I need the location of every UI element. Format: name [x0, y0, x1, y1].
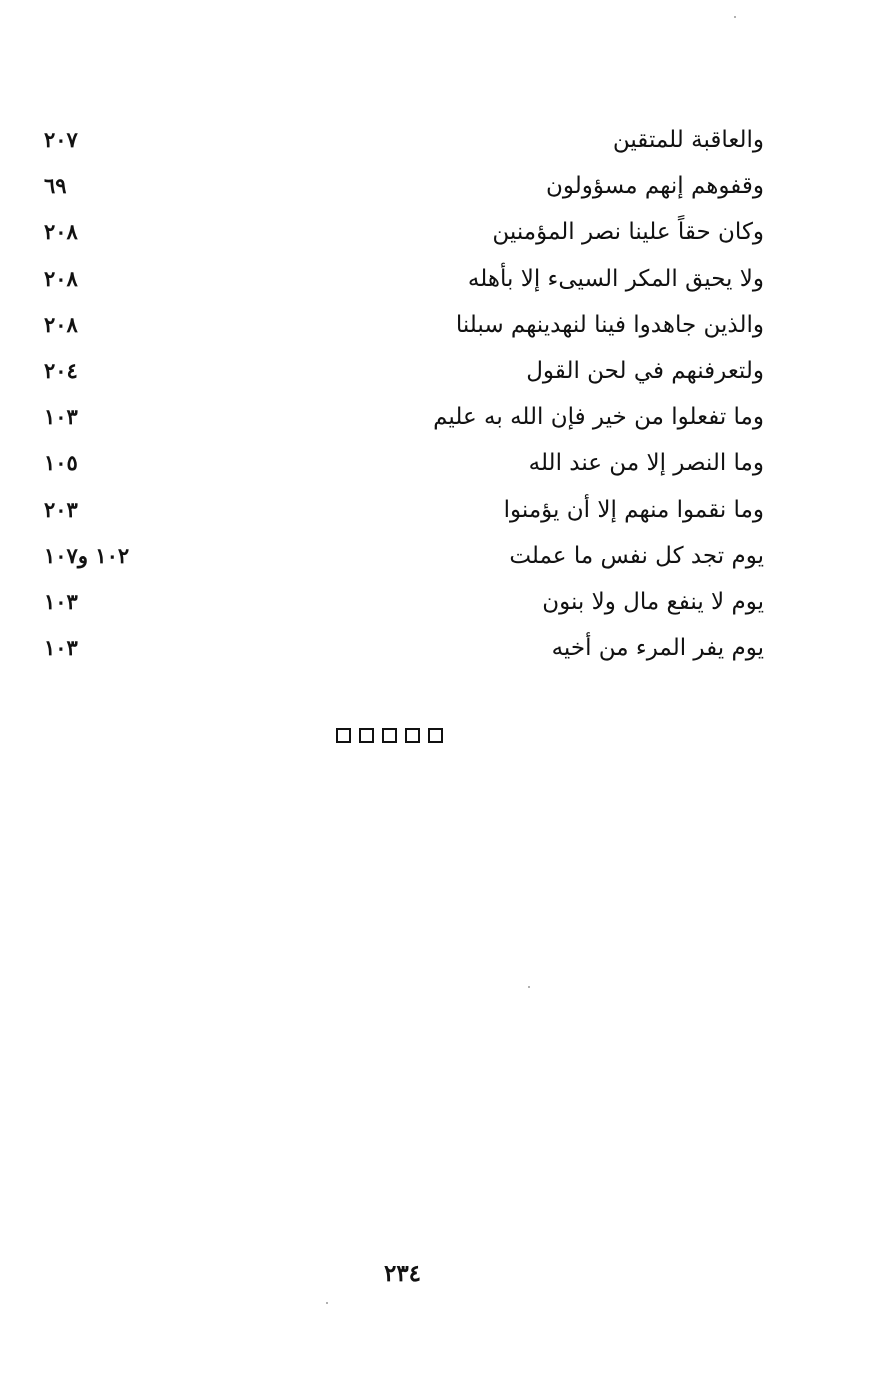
square-ornament-icon — [359, 728, 374, 743]
scan-speck — [528, 986, 530, 988]
index-phrase: ولتعرفنهم في لحن القول — [526, 357, 764, 384]
index-page-ref: ٢٠٣ — [44, 496, 78, 522]
index-page-ref: ١٠٣ — [44, 635, 78, 661]
index-row — [0, 164, 885, 210]
square-ornament-icon — [336, 728, 351, 743]
index-page-ref: ٢٠٨ — [44, 265, 78, 291]
index-page-ref: ٦٩ — [44, 173, 67, 199]
square-ornament-icon — [405, 728, 420, 743]
index-row — [0, 488, 885, 534]
scan-speck — [734, 16, 736, 18]
index-row — [0, 580, 885, 626]
index-page-ref: ٢٠٧ — [44, 127, 78, 152]
index-row — [0, 349, 885, 395]
index-phrase: ولا يحيق المكر السيىء إلا بأهله — [467, 265, 764, 292]
index-phrase: وكان حقاً علينا نصر المؤمنين — [492, 219, 764, 246]
index-phrase: وما تفعلوا من خير فإن الله به عليم — [433, 404, 764, 431]
index-row — [0, 534, 885, 580]
index-row — [0, 441, 885, 487]
index-phrase: والعاقبة للمتقين — [612, 127, 764, 153]
index-phrase: يوم يفر المرء من أخيه — [551, 635, 764, 662]
index-row — [0, 303, 885, 349]
index-page-ref: ٢٠٤ — [44, 357, 78, 383]
index-page-ref: ١٠٢ و١٠٧ — [44, 542, 130, 568]
index-row — [0, 626, 885, 672]
index-phrase: وما نقموا منهم إلا أن يؤمنوا — [503, 496, 764, 523]
section-end-divider — [336, 728, 443, 748]
index-page-ref: ٢٠٨ — [44, 219, 78, 245]
index-phrase: وقفوهم إنهم مسؤولون — [546, 173, 764, 200]
scan-speck — [326, 1302, 328, 1304]
index-row — [0, 210, 885, 256]
index-page-ref: ٢٠٨ — [44, 311, 78, 337]
index-phrase: يوم لا ينفع مال ولا بنون — [542, 588, 764, 615]
page-number: ٢٣٤ — [383, 1260, 422, 1287]
index-phrase: وما النصر إلا من عند الله — [528, 450, 764, 477]
index-page-ref: ١٠٣ — [44, 588, 78, 614]
square-ornament-icon — [428, 728, 443, 743]
index-row — [0, 118, 885, 164]
index-phrase: يوم تجد كل نفس ما عملت — [509, 542, 764, 569]
index-page-ref: ١٠٣ — [44, 404, 78, 430]
index-row — [0, 395, 885, 441]
index-row — [0, 257, 885, 303]
index-list — [0, 118, 885, 672]
square-ornament-icon — [382, 728, 397, 743]
index-phrase: والذين جاهدوا فينا لنهدينهم سبلنا — [455, 311, 764, 338]
index-page-ref: ١٠٥ — [44, 450, 78, 476]
